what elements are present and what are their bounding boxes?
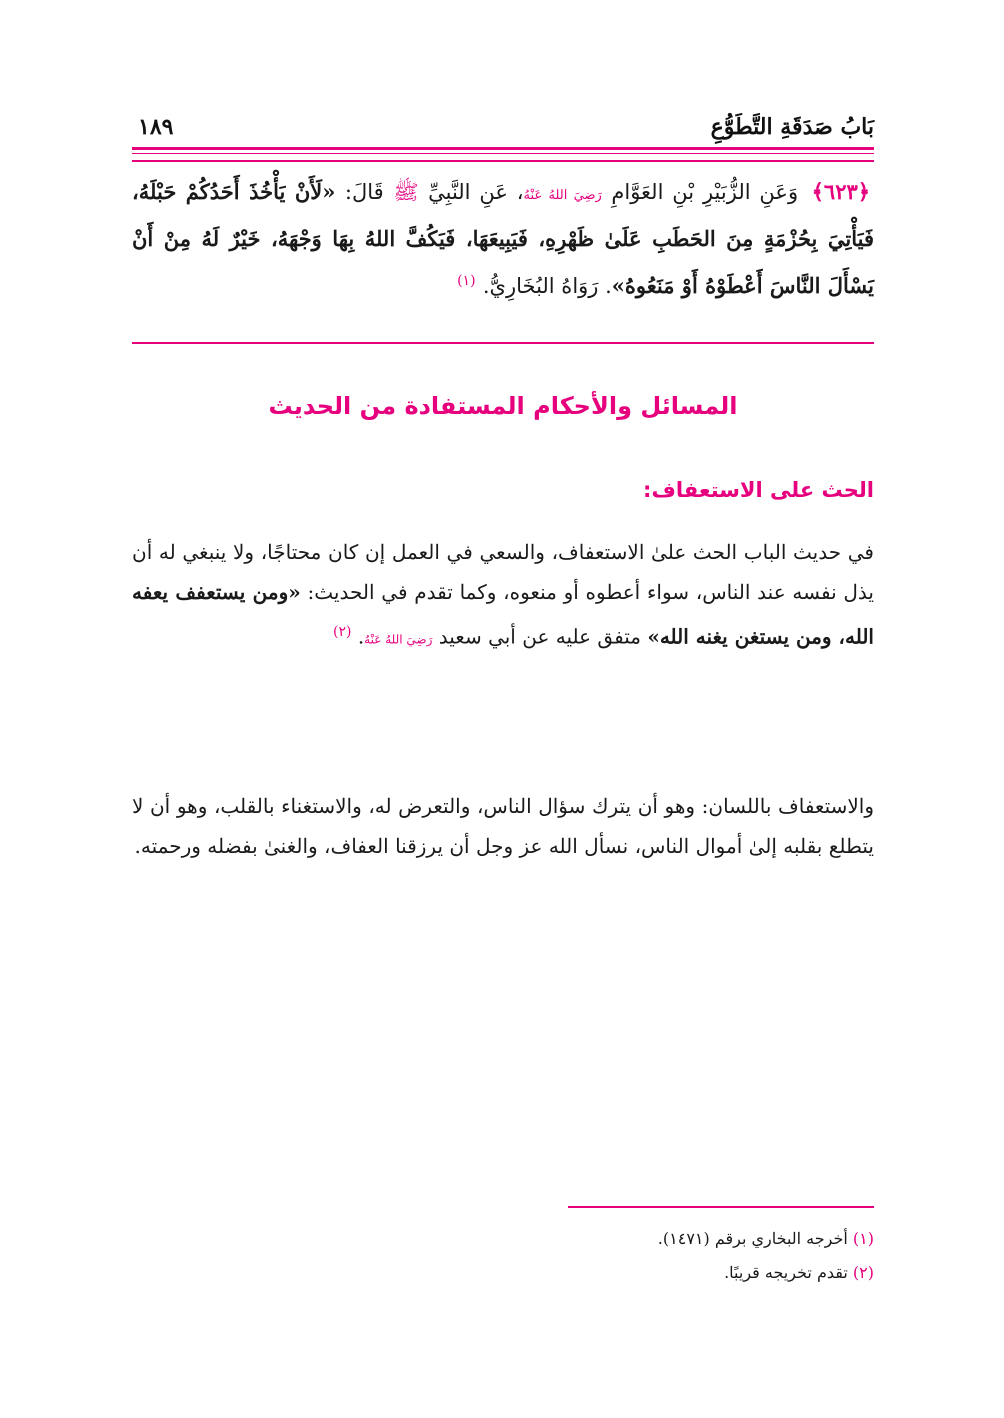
paragraph-1-footnote-ref: (٢) bbox=[332, 624, 352, 640]
page-header bbox=[132, 112, 874, 142]
hadith-qal: قَالَ: bbox=[344, 180, 384, 204]
paragraph-1-text-a: في حديث الباب الحث علىٰ الاستعفاف، والسعي في العمل إن كان محتاجًا، ولا ينبغي له أن يذل نفسه عند الناس، سواء أعطوه أو منعوه، وكما تقدم في الحديث: bbox=[132, 540, 874, 604]
footnote-2-number: (٢) bbox=[852, 1263, 874, 1282]
header-rule-bottom bbox=[132, 160, 874, 162]
prophet-honorific: ﷺ bbox=[393, 180, 419, 204]
header-rule-top bbox=[132, 147, 874, 150]
footnotes bbox=[374, 1226, 874, 1294]
paragraph-2: والاستعفاف باللسان: وهو أن يترك سؤال الناس، والتعرض له، والاستغناء بالقلب، وهو أن لا يتطلع بقلبه إلىٰ أموال الناس، نسأل الله عز وجل أن يرزقنا العفاف، والغنىٰ بفضله ورحمته. bbox=[132, 794, 874, 858]
footnote-1 bbox=[374, 1226, 874, 1252]
hadith-rule bbox=[132, 342, 874, 344]
footnote-rule bbox=[568, 1206, 874, 1208]
paragraph-1 bbox=[132, 532, 874, 660]
hadith-number: ﴿٦٢٣﴾ bbox=[811, 179, 871, 204]
hadith-mid: ، عَنِ النَّبِيِّ bbox=[428, 180, 524, 204]
page-number: ١٨٩ bbox=[138, 114, 174, 140]
footnote-1-number: (١) bbox=[852, 1229, 874, 1248]
hadith-narrated: . رَوَاهُ البُخَارِيُّ. bbox=[482, 274, 612, 298]
subheading: الحث على الاستعفاف: bbox=[643, 478, 874, 502]
section-title: المسائل والأحكام المستفادة من الحديث bbox=[268, 392, 738, 420]
hadith-text bbox=[132, 170, 874, 330]
header-rule-middle bbox=[132, 153, 874, 154]
chapter-title: بَابُ صَدَقَةِ التَّطَوُّعِ bbox=[710, 114, 874, 140]
hadith-intro: وَعَنِ الزُّبَيْرِ بْنِ العَوَّامِ bbox=[611, 180, 799, 204]
paragraph-1-end: . bbox=[357, 624, 365, 649]
footnote-2-text: تقدم تخريجه قريبًا. bbox=[724, 1263, 848, 1282]
footnote-1-text: أخرجه البخاري برقم (١٤٧١). bbox=[657, 1229, 848, 1248]
hadith-quote: «لَأَنْ يَأْخُذَ أَحَدُكُمْ حَبْلَهُ، فَيَأْتِيَ بِحُزْمَةٍ مِنَ الحَطَبِ عَلَىٰ ظَهْرِهِ، فَيَبِيعَهَا، فَيَكُفَّ اللهُ بِهَا وَجْهَهُ، خَيْرٌ لَهُ مِنْ أَنْ يَسْأَلَ النَّاسَ أَعْطَوْهُ أَوْ مَنَعُوهُ» bbox=[132, 179, 874, 298]
paragraph-1-quote: «ومن يستعفف يعفه الله، ومن يستغن يغنه الله» bbox=[132, 580, 874, 649]
paragraph-1-honorific: رَضِيَ اللهُ عَنْهُ bbox=[364, 632, 433, 647]
hadith-footnote-ref: (١) bbox=[457, 273, 476, 289]
footnote-2 bbox=[374, 1260, 874, 1286]
companion-honorific: رَضِيَ اللهُ عَنْهُ bbox=[523, 188, 602, 203]
paragraph-1-text-b: متفق عليه عن أبي سعيد bbox=[438, 624, 641, 649]
